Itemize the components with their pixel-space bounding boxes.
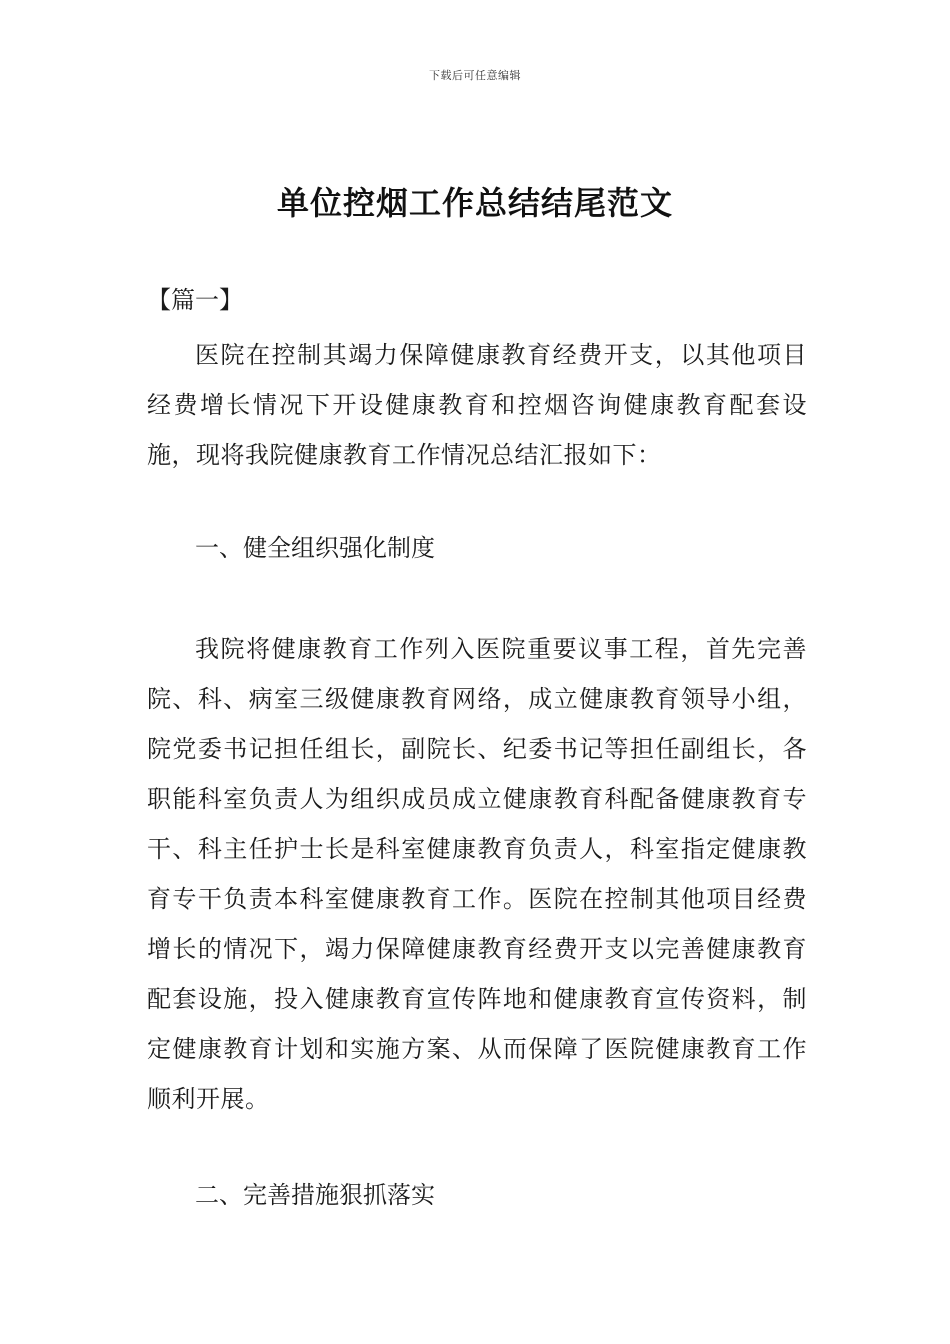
section-heading-1: 一、健全组织强化制度 — [195, 534, 435, 562]
body-paragraph-1: 我院将健康教育工作列入医院重要议事工程，首先完善院、科、病室三级健康教育网络，成立健康教育领导小组，院党委书记担任组长，副院长、纪委书记等担任副组长，各职能科室负责人为组织成员成立健康教育科配备健康教育专干、科主任护士长是科室健康教育负责人，科室指定健康教育专干负责本科室健康教育工作。医院在控制其他项目经费增长的情况下，竭力保障健康教育经费开支以完善健康教育配套设施，投入健康教育宣传阵地和健康教育宣传资料，制定健康教育计划和实施方案、从而保障了医院健康教育工作顺利开展。 — [147, 635, 807, 1113]
intro-paragraph: 医院在控制其竭力保障健康教育经费开支，以其他项目经费增长情况下开设健康教育和控烟咨询健康教育配套设施，现将我院健康教育工作情况总结汇报如下： — [147, 341, 807, 469]
section-tag: 【篇一】 — [147, 286, 243, 314]
header-note: 下载后可任意编辑 — [429, 69, 521, 82]
document-title: 单位控烟工作总结结尾范文 — [276, 184, 673, 222]
section-heading-2: 二、完善措施狠抓落实 — [195, 1181, 435, 1209]
